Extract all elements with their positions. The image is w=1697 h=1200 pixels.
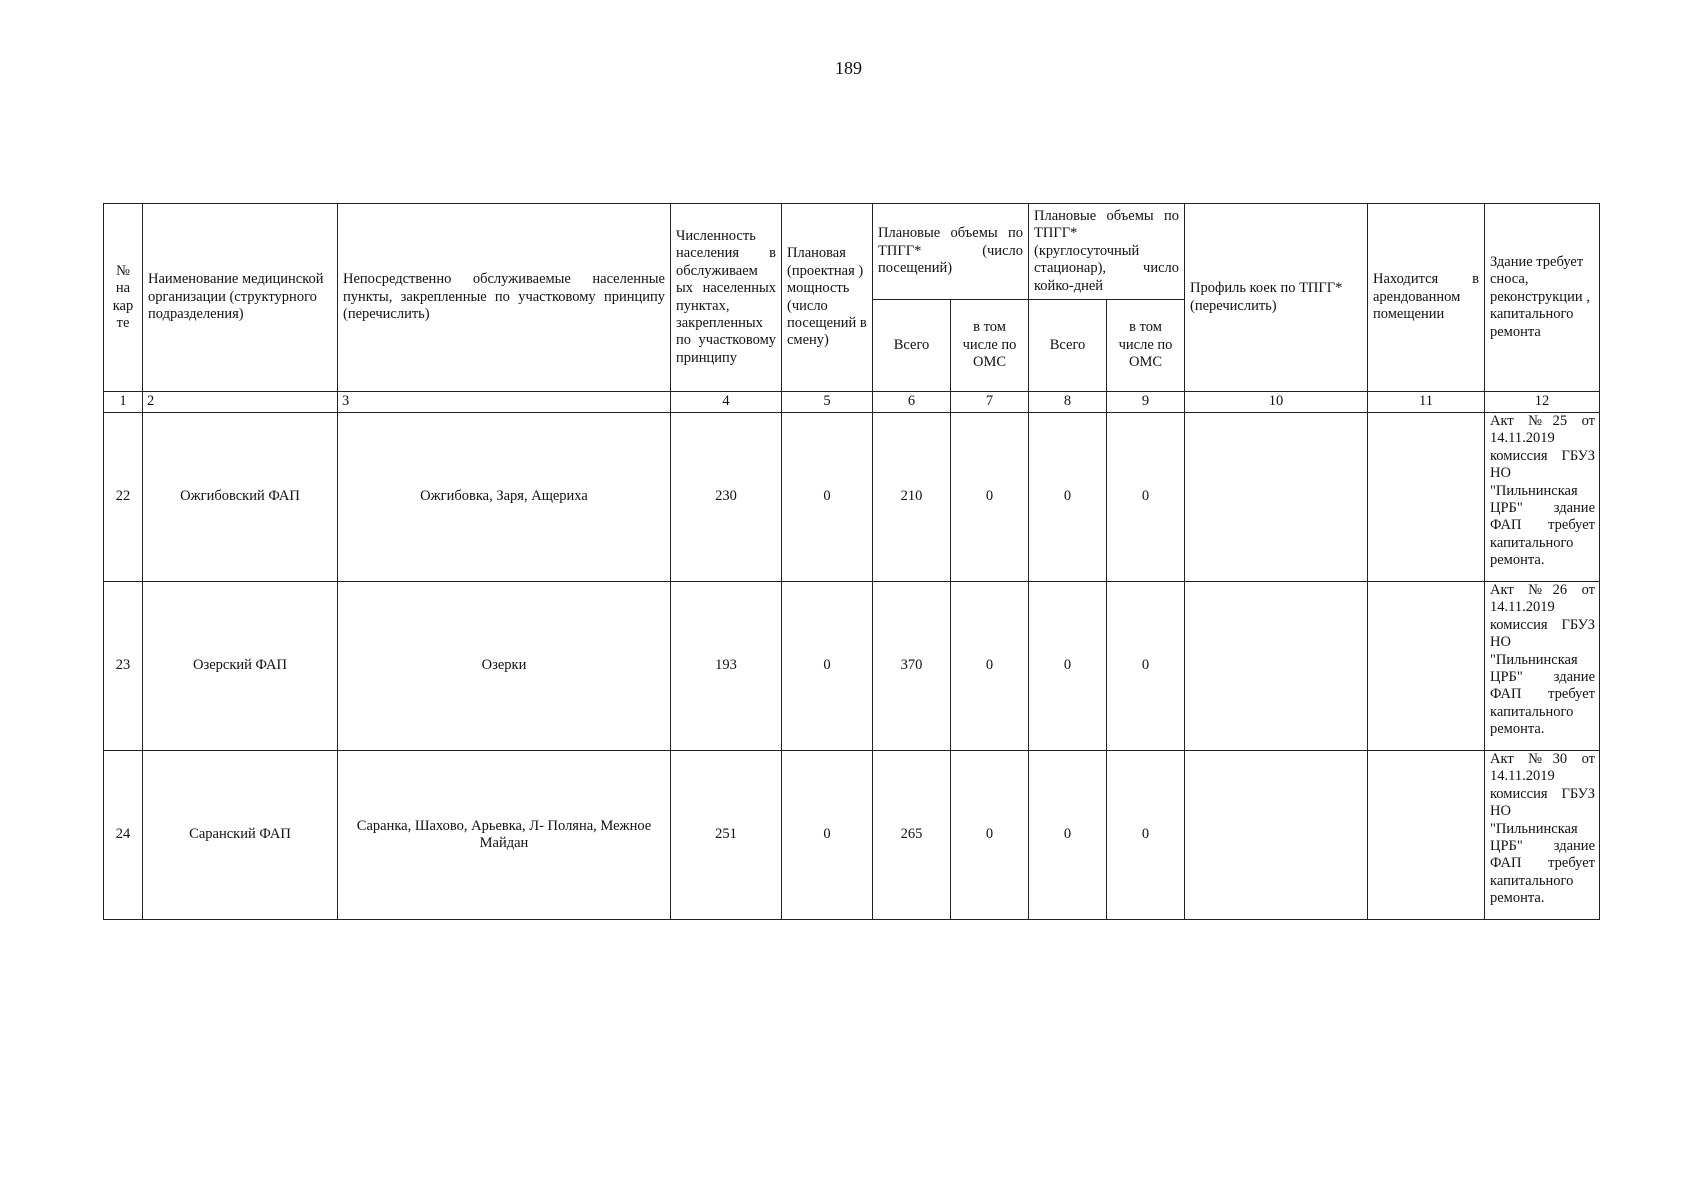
column-number: 9 [1107,392,1185,413]
cell-note: Акт №26 от 14.11.2019 комиссия ГБУЗ НО "Пильнинская ЦРБ" здание ФАП требует капитального ремонта. [1485,582,1600,751]
column-number: 10 [1185,392,1368,413]
cell-capacity: 0 [782,751,873,920]
cell-beds-total: 0 [1029,582,1107,751]
cell-num: 22 [104,413,143,582]
column-number: 4 [671,392,782,413]
column-number: 5 [782,392,873,413]
column-number: 1 [104,392,143,413]
cell-settlements: Саранка, Шахово, Арьевка, Л- Поляна, Межное Майдан [338,751,671,920]
cell-rented [1368,413,1485,582]
column-number: 12 [1485,392,1600,413]
column-number: 2 [143,392,338,413]
header-rented: Находится в арендованном помещении [1368,204,1485,392]
column-number: 3 [338,392,671,413]
header-visits-oms: в том числе по ОМС [951,300,1029,392]
medical-facilities-table [103,203,1600,920]
cell-num: 24 [104,751,143,920]
table-row [104,751,1600,920]
header-visits-total: Всего [873,300,951,392]
cell-beds-total: 0 [1029,413,1107,582]
cell-visits-total: 265 [873,751,951,920]
column-number: 11 [1368,392,1485,413]
cell-name: Саранский ФАП [143,751,338,920]
table-row [104,582,1600,751]
cell-beds-oms: 0 [1107,751,1185,920]
cell-visits-oms: 0 [951,751,1029,920]
cell-population: 193 [671,582,782,751]
table-header [104,204,1600,413]
column-numbers-row [104,392,1600,413]
cell-note: Акт №30 от 14.11.2019 комиссия ГБУЗ НО "Пильнинская ЦРБ" здание ФАП требует капитального ремонта. [1485,751,1600,920]
cell-capacity: 0 [782,582,873,751]
cell-beds-oms: 0 [1107,582,1185,751]
header-tpgg-visits: Плановые объемы по ТПГГ* (число посещений) [873,204,1029,300]
header-bed-profile: Профиль коек по ТПГГ* (перечислить) [1185,204,1368,392]
cell-beds-oms: 0 [1107,413,1185,582]
column-number: 8 [1029,392,1107,413]
cell-settlements: Озерки [338,582,671,751]
cell-visits-oms: 0 [951,413,1029,582]
cell-population: 251 [671,751,782,920]
header-population: Численность населения в обслуживаем ых населенных пунктах, закрепленных по участковому принципу [671,204,782,392]
cell-beds-total: 0 [1029,751,1107,920]
cell-name: Ожгибовский ФАП [143,413,338,582]
header-name: Наименование медицинской организации (структурного подразделения) [143,204,338,392]
header-beds-oms: в том числе по ОМС [1107,300,1185,392]
header-tpgg-beds: Плановые объемы по ТПГГ* (круглосуточный стационар), число койко-дней [1029,204,1185,300]
header-beds-total: Всего [1029,300,1107,392]
page-number: 189 [835,58,862,78]
cell-visits-total: 370 [873,582,951,751]
cell-capacity: 0 [782,413,873,582]
header-settlements: Непосредственно обслуживаемые населенные пункты, закрепленные по участковому принципу (перечислить) [338,204,671,392]
cell-bed-profile [1185,413,1368,582]
header-capacity: Плановая (проектная ) мощность (число посещений в смену) [782,204,873,392]
column-number: 6 [873,392,951,413]
cell-rented [1368,582,1485,751]
cell-bed-profile [1185,751,1368,920]
table-row [104,413,1600,582]
cell-rented [1368,751,1485,920]
cell-note: Акт №25 от 14.11.2019 комиссия ГБУЗ НО "Пильнинская ЦРБ" здание ФАП требует капитального ремонта. [1485,413,1600,582]
cell-name: Озерский ФАП [143,582,338,751]
cell-bed-profile [1185,582,1368,751]
table-body [104,413,1600,920]
cell-visits-oms: 0 [951,582,1029,751]
cell-settlements: Ожгибовка, Заря, Ащериха [338,413,671,582]
cell-num: 23 [104,582,143,751]
cell-population: 230 [671,413,782,582]
header-demolition: Здание требует сноса, реконструкции , капитального ремонта [1485,204,1600,392]
column-number: 7 [951,392,1029,413]
header-num: № на кар те [104,204,143,392]
cell-visits-total: 210 [873,413,951,582]
